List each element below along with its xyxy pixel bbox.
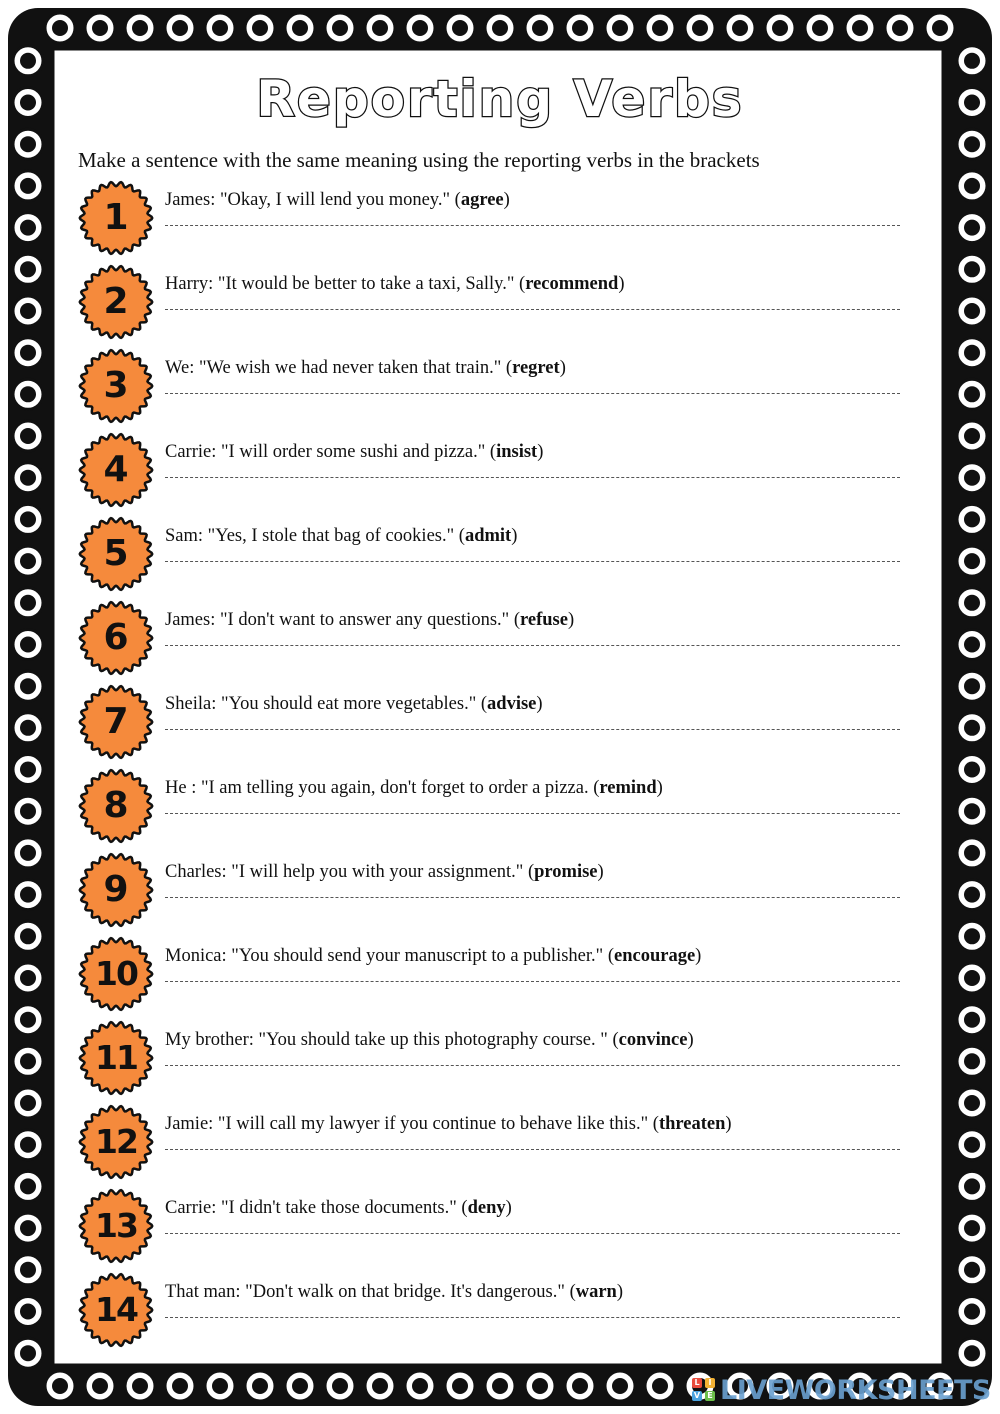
liveworksheets-logo-icon	[692, 1378, 718, 1404]
reporting-verb: remind	[599, 778, 657, 798]
question-text: That man: "Don't walk on that bridge. It's dangerous." (warn)	[165, 1282, 624, 1302]
question-number: 8	[103, 785, 129, 826]
logo-letter: I	[705, 1378, 715, 1388]
question-speaker: James:	[165, 610, 216, 630]
number-badge	[78, 264, 154, 340]
question-text: Charles: "I will help you with your assignment." (promise)	[165, 862, 604, 882]
reporting-verb: threaten	[658, 1114, 726, 1134]
answer-line[interactable]	[165, 309, 900, 310]
number-badge	[78, 348, 154, 424]
question-number: 11	[95, 1038, 137, 1077]
logo-letter: E	[705, 1391, 715, 1401]
question-quote: "I will help you with your assignment."	[231, 862, 524, 882]
question-speaker: He :	[165, 778, 197, 798]
question-item	[78, 768, 908, 852]
question-number: 14	[95, 1290, 137, 1329]
question-quote: "You should take up this photography course. "	[258, 1030, 608, 1050]
question-speaker: Monica:	[165, 946, 227, 966]
question-number: 4	[103, 449, 129, 490]
question-speaker: That man:	[165, 1282, 241, 1302]
answer-line[interactable]	[165, 813, 900, 814]
answer-line[interactable]	[165, 645, 900, 646]
question-text: Monica: "You should send your manuscript to a publisher." (encourage)	[165, 946, 702, 966]
answer-line[interactable]	[165, 561, 900, 562]
number-badge	[78, 1188, 154, 1264]
question-speaker: James:	[165, 190, 216, 210]
question-number: 6	[103, 617, 129, 658]
number-badge	[78, 1020, 154, 1096]
question-speaker: Harry:	[165, 274, 214, 294]
question-text: Sheila: "You should eat more vegetables." (advise)	[165, 694, 543, 714]
question-text: Carrie: "I didn't take those documents." (deny)	[165, 1198, 512, 1218]
question-speaker: Carrie:	[165, 442, 217, 462]
question-text: James: "Okay, I will lend you money." (agree)	[165, 190, 510, 210]
number-badge	[78, 600, 154, 676]
number-badge	[78, 684, 154, 760]
question-number: 9	[103, 869, 129, 910]
question-quote: "I will call my lawyer if you continue to behave like this."	[217, 1114, 649, 1134]
question-text: James: "I don't want to answer any questions." (refuse)	[165, 610, 575, 630]
question-quote: "Okay, I will lend you money."	[219, 190, 451, 210]
question-number: 5	[103, 533, 129, 574]
question-item	[78, 264, 908, 348]
reporting-verb: recommend	[525, 274, 619, 294]
reporting-verb: convince	[618, 1030, 688, 1050]
number-badge	[78, 180, 154, 256]
question-quote: "Don't walk on that bridge. It's dangerous."	[245, 1282, 565, 1302]
question-text: Harry: "It would be better to take a taxi, Sally." (recommend)	[165, 274, 625, 294]
instructions-text: Make a sentence with the same meaning using the reporting verbs in the brackets	[78, 148, 760, 172]
question-item	[78, 348, 908, 432]
answer-line[interactable]	[165, 1065, 900, 1066]
question-quote: "I didn't take those documents."	[221, 1198, 457, 1218]
question-number: 1	[103, 197, 129, 238]
question-number: 13	[95, 1206, 137, 1245]
question-text: Jamie: "I will call my lawyer if you continue to behave like this." (threaten)	[165, 1114, 732, 1134]
number-badge	[78, 768, 154, 844]
question-item	[78, 516, 908, 600]
question-text: My brother: "You should take up this photography course. " (convince)	[165, 1030, 694, 1050]
question-item	[78, 684, 908, 768]
answer-line[interactable]	[165, 729, 900, 730]
number-badge	[78, 1272, 154, 1348]
question-item	[78, 180, 908, 264]
reporting-verb: promise	[534, 862, 598, 882]
number-badge	[78, 852, 154, 928]
question-speaker: Sheila:	[165, 694, 217, 714]
logo-letter: L	[692, 1378, 702, 1388]
reporting-verb: advise	[487, 694, 537, 714]
question-item	[78, 852, 908, 936]
question-speaker: Jamie:	[165, 1114, 214, 1134]
answer-line[interactable]	[165, 981, 900, 982]
answer-line[interactable]	[165, 1317, 900, 1318]
question-text: Carrie: "I will order some sushi and pizza." (insist)	[165, 442, 544, 462]
question-quote: "We wish we had never taken that train."	[198, 358, 502, 378]
question-quote: "You should eat more vegetables."	[221, 694, 477, 714]
question-quote: "It would be better to take a taxi, Sally."	[217, 274, 515, 294]
question-item	[78, 1020, 908, 1104]
question-speaker: My brother:	[165, 1030, 254, 1050]
reporting-verb: admit	[464, 526, 512, 546]
number-badge	[78, 516, 154, 592]
number-badge	[78, 936, 154, 1012]
page-title: Reporting Verbs	[256, 70, 744, 128]
answer-line[interactable]	[165, 1233, 900, 1234]
question-speaker: We:	[165, 358, 195, 378]
question-quote: "I don't want to answer any questions."	[219, 610, 510, 630]
liveworksheets-watermark	[692, 1374, 992, 1408]
question-text: He : "I am telling you again, don't forget to order a pizza. (remind)	[165, 778, 663, 798]
answer-line[interactable]	[165, 897, 900, 898]
question-number: 12	[95, 1122, 137, 1161]
question-item	[78, 1272, 908, 1356]
question-number: 3	[103, 365, 129, 406]
question-item	[78, 600, 908, 684]
question-speaker: Carrie:	[165, 1198, 217, 1218]
question-text: We: "We wish we had never taken that train." (regret)	[165, 358, 566, 378]
question-speaker: Charles:	[165, 862, 227, 882]
worksheet	[58, 48, 942, 1364]
answer-line[interactable]	[165, 477, 900, 478]
reporting-verb: agree	[460, 190, 504, 210]
reporting-verb: regret	[512, 358, 560, 378]
question-item	[78, 1104, 908, 1188]
number-badge	[78, 1104, 154, 1180]
question-text: Sam: "Yes, I stole that bag of cookies." (admit)	[165, 526, 518, 546]
reporting-verb: insist	[496, 442, 538, 462]
answer-line[interactable]	[165, 225, 900, 226]
question-number: 2	[103, 281, 129, 322]
question-number: 10	[95, 954, 137, 993]
reporting-verb: refuse	[520, 610, 568, 630]
question-number: 7	[103, 701, 129, 742]
number-badge	[78, 432, 154, 508]
answer-line[interactable]	[165, 1149, 900, 1150]
reporting-verb: encourage	[613, 946, 696, 966]
reporting-verb: deny	[467, 1198, 506, 1218]
logo-letter: V	[693, 1391, 701, 1400]
question-quote: "Yes, I stole that bag of cookies."	[207, 526, 455, 546]
question-item	[78, 936, 908, 1020]
question-item	[78, 1188, 908, 1272]
question-quote: "I will order some sushi and pizza."	[221, 442, 486, 462]
answer-line[interactable]	[165, 393, 900, 394]
question-quote: "I am telling you again, don't forget to order a pizza.	[200, 778, 589, 798]
question-item	[78, 432, 908, 516]
question-speaker: Sam:	[165, 526, 204, 546]
question-quote: "You should send your manuscript to a publisher."	[231, 946, 604, 966]
reporting-verb: warn	[575, 1282, 617, 1302]
watermark-text: LIVEWORKSHEETS	[720, 1375, 991, 1406]
